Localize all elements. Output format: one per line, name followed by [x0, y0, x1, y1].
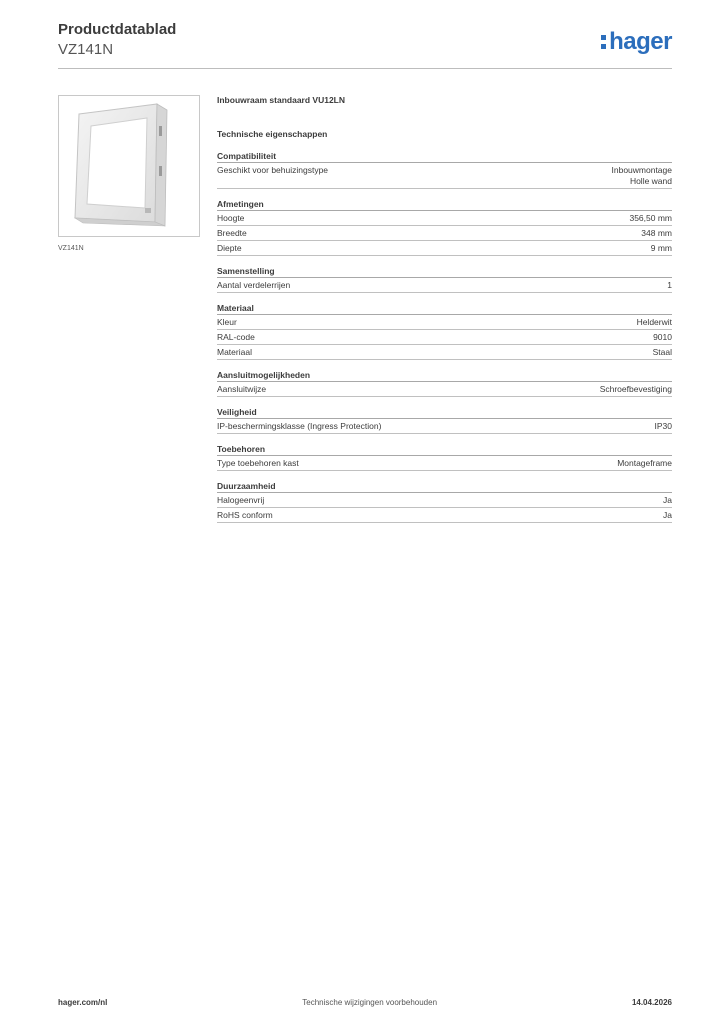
- product-image: [58, 95, 200, 237]
- spec-row: [217, 315, 672, 330]
- spec-section: [217, 370, 672, 397]
- footer-date: 14.04.2026: [631, 998, 672, 1007]
- spec-section: [217, 151, 672, 189]
- image-caption: VZ141N: [58, 245, 84, 252]
- spec-section: [217, 266, 672, 293]
- section-title: Aansluitmogelijkheden: [217, 370, 672, 382]
- spec-row: [217, 330, 672, 345]
- spec-value: IP30: [654, 421, 672, 431]
- section-title: Duurzaamheid: [217, 481, 672, 493]
- spec-row: [217, 493, 672, 508]
- spec-value: 9 mm: [650, 243, 672, 253]
- spec-label: RAL-code: [217, 332, 255, 342]
- spec-value: Inbouwmontage Holle wand: [611, 165, 672, 186]
- spec-value: Ja: [663, 495, 672, 505]
- spec-section: [217, 444, 672, 471]
- spec-value: 348 mm: [641, 228, 672, 238]
- section-title: Samenstelling: [217, 266, 672, 278]
- spec-heading: Technische eigenschappen: [217, 129, 328, 139]
- spec-row: [217, 163, 672, 189]
- spec-label: Hoogte: [217, 213, 245, 223]
- spec-value: Helderwit: [636, 317, 672, 327]
- document-title: Productdatablad: [58, 21, 177, 38]
- spec-row: [217, 278, 672, 293]
- spec-label: Type toebehoren kast: [217, 458, 299, 468]
- spec-value: 9010: [653, 332, 672, 342]
- spec-row: [217, 419, 672, 434]
- logo-colon-icon: [601, 35, 606, 49]
- spec-section: [217, 199, 672, 256]
- spec-label: IP-beschermingsklasse (Ingress Protection): [217, 421, 382, 431]
- spec-row: [217, 211, 672, 226]
- header-divider: [58, 68, 672, 69]
- spec-label: Halogeenvrij: [217, 495, 265, 505]
- spec-content: [217, 95, 672, 533]
- spec-section: [217, 303, 672, 360]
- footer-url[interactable]: hager.com/nl: [58, 998, 108, 1007]
- spec-label: Diepte: [217, 243, 242, 253]
- footer-note: Technische wijzigingen voorbehouden: [302, 998, 438, 1007]
- spec-label: Aantal verdelerrijen: [217, 280, 291, 290]
- section-title: Veiligheid: [217, 407, 672, 419]
- spec-row: [217, 345, 672, 360]
- spec-label: Breedte: [217, 228, 247, 238]
- spec-value: Ja: [663, 510, 672, 520]
- section-title: Afmetingen: [217, 199, 672, 211]
- page-footer: [58, 998, 672, 1007]
- spec-row: [217, 456, 672, 471]
- spec-sections: [217, 151, 672, 523]
- spec-value: 1: [667, 280, 672, 290]
- section-title: Compatibiliteit: [217, 151, 672, 163]
- spec-value: Montageframe: [617, 458, 672, 468]
- section-title: Materiaal: [217, 303, 672, 315]
- section-title: Toebehoren: [217, 444, 672, 456]
- spec-row: [217, 508, 672, 523]
- product-code: VZ141N: [58, 41, 114, 58]
- spec-section: [217, 407, 672, 434]
- spec-label: Materiaal: [217, 347, 252, 357]
- spec-row: [217, 382, 672, 397]
- spec-label: Kleur: [217, 317, 237, 327]
- product-name: Inbouwraam standaard VU12LN: [217, 95, 346, 105]
- spec-value: Staal: [652, 347, 672, 357]
- spec-value: Schroefbevestiging: [599, 384, 672, 394]
- spec-row: [217, 241, 672, 256]
- spec-label: Geschikt voor behuizingstype: [217, 165, 329, 175]
- document-header: [58, 20, 176, 60]
- spec-label: Aansluitwijze: [217, 384, 267, 394]
- frame-illustration-icon: [59, 96, 199, 236]
- logo-text: hager: [609, 28, 672, 55]
- hager-logo: [601, 28, 672, 56]
- spec-section: [217, 481, 672, 523]
- spec-row: [217, 226, 672, 241]
- spec-label: RoHS conform: [217, 510, 273, 520]
- spec-value: 356,50 mm: [629, 213, 672, 223]
